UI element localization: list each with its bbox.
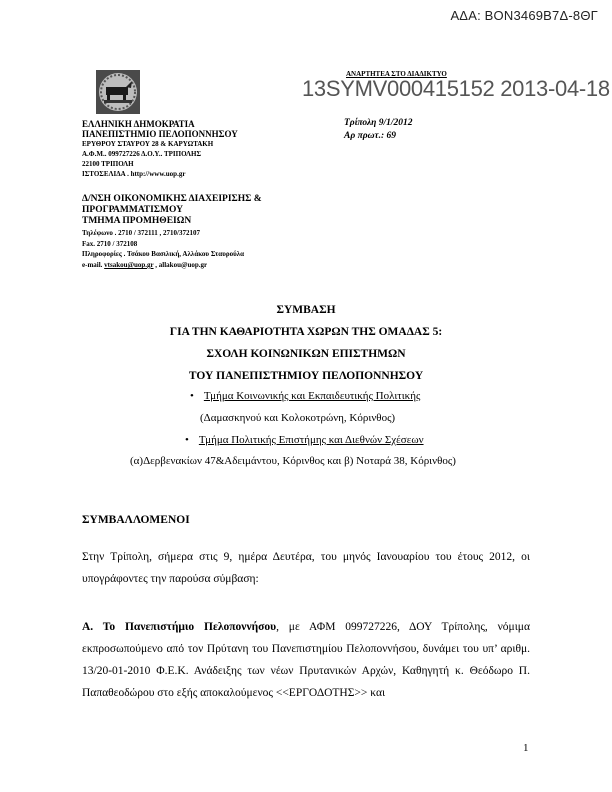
department-line-1: Δ/ΝΣΗ ΟΙΚΟΝΟΜΙΚΗΣ ΔΙΑΧΕΙΡΙΣΗΣ &: [82, 194, 262, 204]
parties-heading: ΣΥΜΒΑΛΛΟΜΕΝΟΙ: [82, 514, 190, 526]
party-a-name: Α. Το Πανεπιστήμιο Πελοποννήσου: [82, 621, 277, 633]
bullet-icon: •: [185, 434, 189, 446]
header-fax: Fax. 2710 / 372108: [82, 240, 138, 248]
header-republic: ΕΛΛΗΝΙΚΗ ΔΗΜΟΚΡΑΤΙΑ: [82, 119, 195, 129]
place-date: Τρίπολη 9/1/2012: [344, 118, 413, 128]
department-item: [185, 434, 424, 446]
department-name: Τμήμα Κοινωνικής και Εκπαιδευτικής Πολιτικής: [203, 390, 421, 402]
header-address: ΕΡΥΘΡΟΥ ΣΤΑΥΡΟΥ 28 & ΚΑΡΥΩΤΑΚΗ: [82, 140, 214, 148]
party-a-text: , με ΑΦΜ 099727226, ΔΟΥ Τρίπολης, νόμιμα εκπροσωπούμενο από τον Πρύτανη του Πανεπιστημίου Πελοποννήσου, δυνάμει του υπ’ αριθμ. 13/20-01-2010 Φ.Ε.Κ. Ανάδειξης των νέων Πρυτανικών Αρχών, Καθηγητή κ. Θεόδωρο Π. Παπαθεοδώρου στο εξής αποκαλούμενος <<ΕΡΓΟΔΟΤΗΣ>> και: [82, 621, 531, 699]
email-2[interactable]: , allakou@uop.gr: [153, 261, 208, 269]
header-info: Πληροφορίες . Τσάκου Βασιλική, Αλλάκου Σταυρούλα: [82, 250, 245, 258]
protocol-number: Αρ πρωτ.: 69: [344, 131, 397, 141]
header-university: ΠΑΝΕΠΙΣΤΗΜΙΟ ΠΕΛΟΠΟΝΝΗΣΟΥ: [82, 129, 238, 139]
email-link-1[interactable]: vtsakou@uop.gr: [104, 261, 154, 269]
registry-code: 13SYMV000415152 2013-04-18: [302, 76, 610, 101]
bullet-icon: •: [190, 390, 194, 402]
page-number: 1: [523, 742, 529, 754]
department-address: (Δαμασκηνού και Κολοκοτρώνη, Κόρινθος): [200, 412, 396, 424]
title-line-3: ΣΧΟΛΗ ΚΟΙΝΩΝΙΚΩΝ ΕΠΙΣΤΗΜΩΝ: [206, 348, 406, 360]
department-address: (α)Δερβενακίων 47&Αδειμάντου, Κόρινθος και β) Νοταρά 38, Κόρινθος): [130, 455, 456, 467]
title-line-1: ΣΥΜΒΑΣΗ: [276, 304, 336, 316]
header-phone: Τηλέφωνο . 2710 / 372111 , 2710/372107: [82, 229, 200, 237]
header-tax: Α.Φ.Μ.. 099727226 Δ.Ο.Υ.. ΤΡΙΠΟΛΗΣ: [82, 150, 202, 158]
posting-note: ΑΝΑΡΤΗΤΕΑ ΣΤΟ ΔΙΑΔΙΚΤΥΟ: [346, 70, 447, 78]
university-seal-icon: [96, 70, 140, 114]
header-postal: 22100 ΤΡΙΠΟΛΗ: [82, 160, 134, 168]
title-line-2: ΓΙΑ ΤΗΝ ΚΑΘΑΡΙΟΤΗΤΑ ΧΩΡΩΝ ΤΗΣ ΟΜΑΔΑΣ 5:: [169, 326, 443, 338]
title-line-4: ΤΟΥ ΠΑΝΕΠΙΣΤΗΜΙΟΥ ΠΕΛΟΠΟΝΝΗΣΟΥ: [188, 370, 424, 382]
header-email: [82, 261, 207, 270]
department-item: [190, 390, 420, 402]
email-label: e-mail.: [82, 261, 105, 269]
department-line-3: ΤΜΗΜΑ ΠΡΟΜΗΘΕΙΩΝ: [82, 216, 192, 226]
ada-code: ΑΔΑ: ΒΟΝ3469Β7Δ-8ΘΓ: [450, 8, 598, 23]
party-a-paragraph: [82, 616, 530, 704]
department-name: Τμήμα Πολιτικής Επιστήμης και Διεθνών Σχέσεων: [198, 434, 424, 446]
header-website: ΙΣΤΟΣΕΛΙΔΑ . http://www.uop.gr: [82, 170, 186, 178]
parties-intro: Στην Τρίπολη, σήμερα στις 9, ημέρα Δευτέρα, του μηνός Ιανουαρίου του έτους 2012, οι υπογράφοντες την παρούσα σύμβαση:: [82, 551, 530, 585]
department-line-2: ΠΡΟΓΡΑΜΜΑΤΙΣΜΟΥ: [82, 205, 183, 215]
